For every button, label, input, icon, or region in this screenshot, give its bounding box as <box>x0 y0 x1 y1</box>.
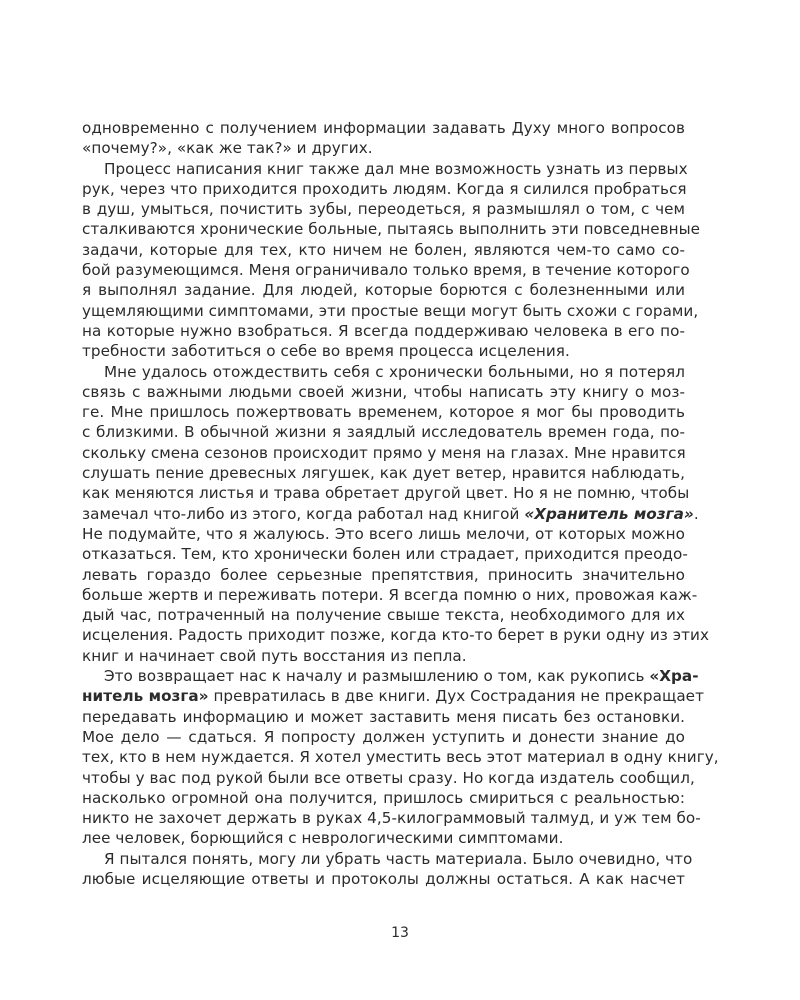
text-line <box>82 219 701 239</box>
text-line <box>82 788 685 808</box>
text-line <box>82 138 685 158</box>
text-line <box>82 260 690 280</box>
text-line <box>82 686 704 706</box>
line-text: сталкиваются хронические больные, пытаясь выполнить эти повседневные <box>82 220 701 239</box>
book-title-bold: нитель мозга» <box>82 687 209 706</box>
line-text: Я пытался понять, могу ли убрать часть материала. Было очевидно, что <box>104 849 693 868</box>
text-line <box>82 585 698 605</box>
text-line <box>82 646 685 666</box>
text-line <box>82 362 685 382</box>
text-line <box>82 808 701 828</box>
text-line <box>82 565 685 585</box>
text-line <box>82 422 685 442</box>
line-text: тех, кто в нем нуждается. Я хотел уместить весь этот материал в одну книгу, <box>82 748 719 767</box>
line-text: «почему?», «как же так?» и других. <box>82 139 373 158</box>
line-text: исцеления. Радость приходит позже, когда кто-то берет в руки одну из этих <box>82 626 710 645</box>
line-text: с близкими. В обычной жизни я заядлый исследователь времен года, по- <box>82 423 685 442</box>
page-number: 13 <box>391 925 409 941</box>
line-text: Не подумайте, что я жалуюсь. Это всего лишь мелочи, от которых можно <box>82 524 685 543</box>
line-text: Процесс написания книг также дал мне возможность узнать из первых <box>104 159 688 178</box>
line-text: любые исцеляющие ответы и протоколы должны остаться. А как насчет <box>82 869 685 888</box>
line-text: никто не захочет держать в руках 4,5-килограммовый талмуд, и уж тем бо- <box>82 809 701 828</box>
line-text: Мне удалось отождествить себя с хронически больными, но я потерял <box>104 362 685 381</box>
line-text: на которые нужно взобраться. Я всегда поддерживаю человека в его по- <box>82 321 685 340</box>
text-line <box>82 768 695 788</box>
line-text: Это возвращает нас к началу и размышлению о том, как рукопись <box>104 667 650 686</box>
line-text: передавать информацию и может заставить меня писать без остановки. <box>82 707 685 726</box>
line-text: ущемляющими симптомами, эти простые вещи могут быть схожи с горами, <box>82 301 699 320</box>
line-text: . <box>693 504 699 523</box>
line-text: насколько огромной она получится, пришлось смириться с реальностью: <box>82 788 685 807</box>
line-text: одновременно с получением информации задавать Духу много вопросов <box>82 119 685 137</box>
text-line <box>82 524 685 544</box>
text-line <box>82 483 690 503</box>
text-line <box>82 849 693 869</box>
text-line <box>82 159 688 179</box>
text-line <box>82 402 685 422</box>
text-line <box>82 301 699 321</box>
line-text: в душ, умыться, почистить зубы, переодеться, я размышлял о том, с чем <box>82 200 685 219</box>
text-line <box>82 625 710 645</box>
text-line <box>82 240 685 260</box>
line-text: бой разумеющимся. Меня ограничивало только время, в течение которого <box>82 261 690 280</box>
text-line <box>82 666 699 686</box>
line-text: ге. Мне пришлось пожертвовать временем, которое я мог бы проводить <box>82 403 685 422</box>
text-line <box>82 443 685 463</box>
book-title-bold: «Хра- <box>649 667 699 686</box>
line-text: связь с важными людьми своей жизни, чтобы написать эту книгу о моз- <box>82 382 685 401</box>
line-text: книг и начинает свой путь восстания из пепла. <box>82 646 467 665</box>
book-title-italic: «Хранитель мозга» <box>524 504 694 523</box>
line-text: я выполнял задание. Для людей, которые борются с болезненными или <box>82 281 685 300</box>
line-text: больше жертв и переживать потери. Я всегда помню о них, провожая каж- <box>82 585 698 604</box>
line-text: превратилась в две книги. Дух Сострадания не прекращает <box>208 687 704 706</box>
text-line <box>82 727 685 747</box>
text-line <box>82 605 685 625</box>
text-line <box>82 828 685 848</box>
text-line <box>82 179 685 199</box>
text-line <box>82 869 685 889</box>
line-text: рук, через что приходится проходить людям. Когда я силился пробраться <box>82 179 687 198</box>
line-text: замечал что-либо из этого, когда работал над книгой <box>82 504 525 523</box>
text-line <box>82 707 685 727</box>
line-text: задачи, которые для тех, кто ничем не болен, являются чем-то само со- <box>82 240 685 259</box>
line-text: слушать пение древесных лягушек, как дует ветер, нравится наблюдать, <box>82 464 685 483</box>
line-text: дый час, потраченный на получение свыше текста, необходимого для их <box>82 606 685 625</box>
line-text: Мое дело — сдаться. Я попросту должен уступить и донести знание до <box>82 727 685 746</box>
text-line <box>82 504 699 524</box>
body-text <box>82 118 719 889</box>
line-text: как меняются листья и трава обретает другой цвет. Но я не помню, чтобы <box>82 484 690 503</box>
text-line <box>82 280 685 300</box>
line-text: требности заботиться о себе во время процесса исцеления. <box>82 342 570 361</box>
text-line <box>82 341 685 361</box>
text-line <box>82 118 685 138</box>
line-text: чтобы у вас под рукой были все ответы сразу. Но когда издатель сообщил, <box>82 768 695 787</box>
line-text: лее человек, борющийся с неврологическими симптомами. <box>82 829 564 848</box>
text-line <box>82 463 685 483</box>
line-text: отказаться. Тем, кто хронически болен или страдает, приходится преодо- <box>82 545 688 564</box>
line-text: левать гораздо более серьезные препятствия, приносить значительно <box>82 565 685 584</box>
text-line <box>82 544 688 564</box>
text-line <box>82 321 685 341</box>
line-text: скольку смена сезонов происходит прямо у меня на глазах. Мне нравится <box>82 443 686 462</box>
text-line <box>82 199 685 219</box>
text-line <box>82 747 719 767</box>
text-line <box>82 382 685 402</box>
